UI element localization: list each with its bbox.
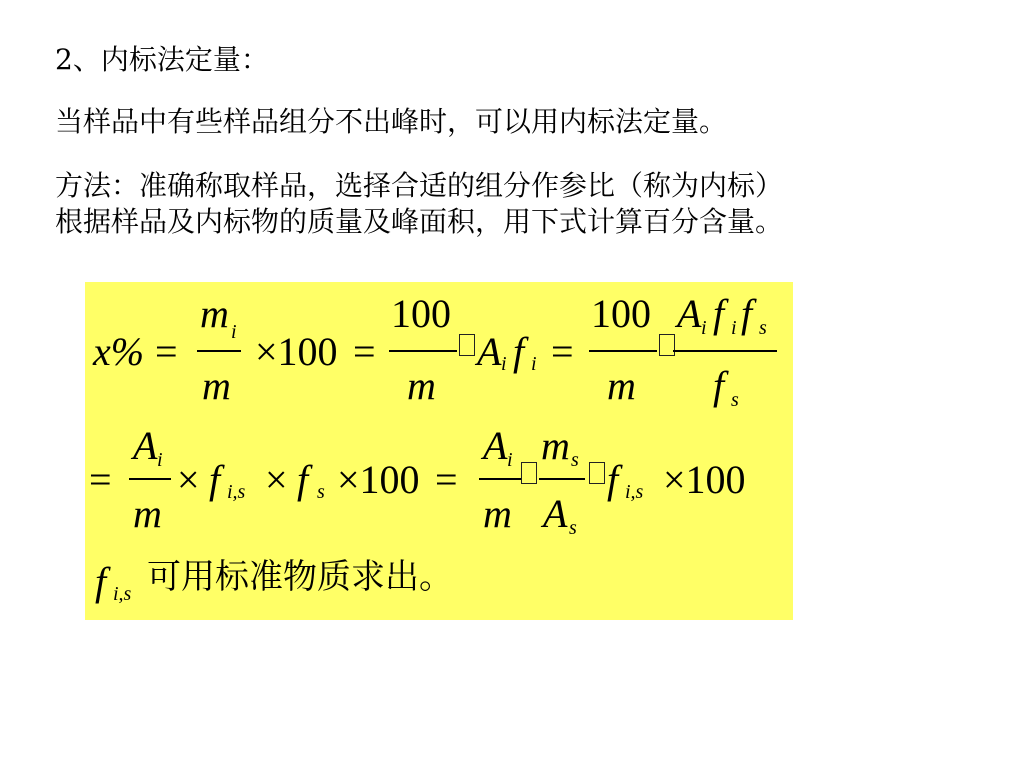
times-100: ×100 <box>337 457 420 502</box>
times-sign: × <box>265 457 288 502</box>
missing-glyph-box <box>659 334 675 356</box>
factor-symbol: f <box>297 457 309 502</box>
formula-lhs: x% <box>93 329 145 374</box>
intro-text: 当样品中有些样品组分不出峰时，可以用内标法定量。 <box>55 105 728 138</box>
subscript: i,s <box>227 481 246 503</box>
fraction-line <box>389 350 457 352</box>
fraction-denominator: m <box>133 491 162 536</box>
subscript: i <box>701 317 707 339</box>
subscript: s <box>569 517 577 539</box>
times-100: ×100 <box>255 329 338 374</box>
subscript: i <box>531 353 537 375</box>
fraction-numerator-factor: f <box>741 291 753 336</box>
fraction-numerator: m <box>200 291 229 336</box>
fraction-line <box>197 350 241 352</box>
factor-symbol: f <box>209 457 221 502</box>
fraction-line <box>589 350 657 352</box>
subscript: i <box>731 317 737 339</box>
subscript: i <box>231 321 237 343</box>
missing-glyph-box <box>521 462 537 484</box>
fraction-denominator: m <box>607 363 636 408</box>
equals-sign: = <box>435 457 458 502</box>
fraction-denominator: m <box>407 363 436 408</box>
subscript: i <box>507 449 513 471</box>
fraction-line <box>539 478 585 480</box>
fraction-numerator: 100 <box>391 291 451 336</box>
equals-sign: = <box>89 457 112 502</box>
fraction-denominator: m <box>202 363 231 408</box>
times-sign: × <box>177 457 200 502</box>
subscript: i,s <box>113 583 132 605</box>
factor-symbol: f <box>95 559 107 604</box>
times-100: ×100 <box>663 457 746 502</box>
method-text-line-1: 方法：准确称取样品，选择合适的组分作参比（称为内标） <box>55 169 784 202</box>
missing-glyph-box <box>459 334 475 356</box>
factor-symbol: f <box>513 329 525 374</box>
fraction-denominator: m <box>483 491 512 536</box>
fraction-numerator: 100 <box>591 291 651 336</box>
subscript: i <box>501 353 507 375</box>
factor-symbol: f <box>607 457 619 502</box>
fraction-numerator: m <box>541 423 570 468</box>
area-symbol: A <box>477 329 502 374</box>
fraction-numerator-area: A <box>677 291 702 336</box>
fraction-numerator-factor: f <box>713 291 725 336</box>
equals-sign: = <box>353 329 376 374</box>
fraction-line <box>129 478 171 480</box>
method-text-line-2: 根据样品及内标物的质量及峰面积，用下式计算百分含量。 <box>55 205 784 238</box>
fraction-line <box>479 478 521 480</box>
fraction-denominator: A <box>543 491 568 536</box>
equals-sign: = <box>551 329 574 374</box>
fraction-numerator: A <box>483 423 508 468</box>
equals-sign: = <box>155 329 178 374</box>
subscript: s <box>731 389 739 411</box>
slide-heading: 2、内标法定量： <box>55 43 269 76</box>
subscript: s <box>759 317 767 339</box>
note-text: 可用标准物质求出。 <box>147 557 453 597</box>
fraction-numerator: A <box>133 423 158 468</box>
subscript: i <box>157 449 163 471</box>
formula-box <box>85 282 793 620</box>
missing-glyph-box <box>589 462 605 484</box>
subscript: i,s <box>625 481 644 503</box>
fraction-denominator: f <box>713 363 725 408</box>
fraction-line <box>673 350 777 352</box>
subscript: s <box>317 481 325 503</box>
subscript: s <box>571 449 579 471</box>
